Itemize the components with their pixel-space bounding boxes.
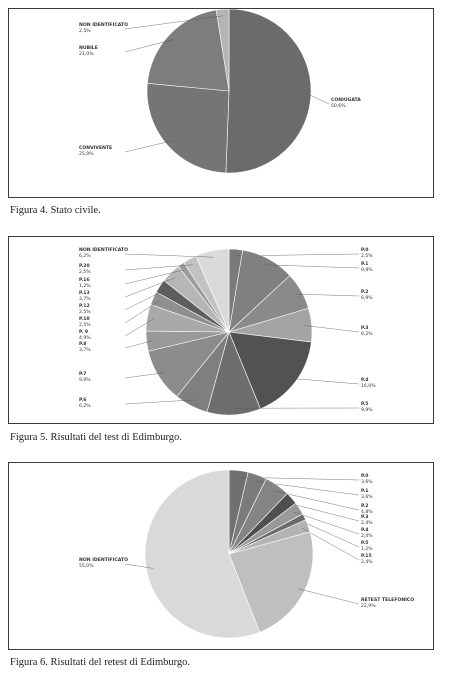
slice-label-p-20: P.20	[79, 264, 90, 269]
figure-4-frame	[8, 8, 434, 198]
pie-slice-convivente	[147, 83, 229, 173]
slice-label-non-identificato: NON IDENTIFICATO	[79, 23, 128, 28]
figure-4-pie-chart	[9, 9, 433, 197]
slice-value-p-15: 2,4%	[361, 560, 373, 565]
slice-value-convivente: 25,9%	[79, 152, 94, 157]
slice-label-p-1: P.1	[361, 489, 369, 494]
slice-label-non-identificato: NON IDENTIFICATO	[79, 248, 128, 253]
slice-value-p-1: 3,6%	[361, 495, 373, 500]
slice-label-p-3: P.3	[361, 326, 369, 331]
leader-line-p-2	[295, 294, 359, 296]
slice-value-p-7: 9,9%	[79, 378, 91, 383]
slice-label-coniugata: CONIUGATA	[331, 98, 361, 103]
leader-line-p-3	[305, 326, 359, 333]
slice-label-p-6: P.6	[79, 398, 87, 403]
slice-label-nubile: NUBILE	[79, 46, 98, 51]
figure-5-pie-chart	[9, 237, 433, 423]
slice-value-non-identificato: 55,0%	[79, 564, 94, 569]
slice-label-p-1: P.1	[361, 262, 369, 267]
slice-label-non-identificato: NON IDENTIFICATO	[79, 558, 128, 563]
slice-value-retest-telefonico: 22,9%	[361, 604, 376, 609]
figure-6-caption: Figura 6. Risultati del retest di Edimburgo.	[10, 657, 191, 668]
slice-value-p-6: 6,2%	[79, 404, 91, 409]
slice-value-p-10: 2,5%	[79, 323, 91, 328]
slice-value-p-16: 1,2%	[79, 284, 91, 289]
pie-slice-nubile	[147, 10, 229, 91]
slice-label-p-15: P.15	[361, 554, 372, 559]
slice-label-p-5: P.5	[361, 402, 369, 407]
slice-value-nubile: 21,0%	[79, 52, 94, 57]
pie-slice-coniugata	[226, 9, 311, 173]
slice-label-p-10: P.10	[79, 317, 90, 322]
slice-label-p-0: P.0	[361, 248, 369, 253]
slice-label-p-3: P.3	[361, 515, 369, 520]
slice-label-retest-telefonico: RETEST TELEFONICO	[361, 598, 415, 603]
leader-line-retest-telefonico	[298, 589, 359, 604]
slice-value-non-identificato: 6,2%	[79, 254, 91, 259]
figure-4-caption: Figura 4. Stato civile.	[10, 205, 101, 216]
slice-value-p-1: 9,9%	[361, 268, 373, 273]
slice-value-p-8: 3,7%	[79, 348, 91, 353]
slice-label-p-4: P.4	[361, 528, 369, 533]
slice-value-p-4: 16,0%	[361, 384, 376, 389]
leader-line-p-6	[125, 400, 194, 404]
figure-5-frame	[8, 236, 434, 424]
leader-line-p-4	[290, 378, 359, 384]
slice-value-p-5: 9,9%	[361, 408, 373, 413]
slice-value-p-0: 2,5%	[361, 254, 373, 259]
slice-label-p-8: P.8	[79, 342, 87, 347]
slice-label-p-4: P.4	[361, 378, 369, 383]
slice-label-p-9: P. 9	[79, 330, 89, 335]
slice-value-p-9: 4,9%	[79, 336, 91, 341]
slice-label-p-13: P.13	[79, 291, 90, 296]
slice-value-p-5: 1,2%	[361, 547, 373, 552]
slice-value-p-3: 6,2%	[361, 332, 373, 337]
slice-label-p-12: P.12	[79, 304, 90, 309]
slice-value-p-2: 4,8%	[361, 510, 373, 515]
figure-5-caption: Figura 5. Risultati del test di Edimburgo.	[10, 432, 182, 443]
slice-label-p-2: P.2	[361, 504, 369, 509]
slice-value-p-4: 2,4%	[361, 534, 373, 539]
slice-value-p-13: 3,7%	[79, 297, 91, 302]
slice-value-p-3: 2,4%	[361, 521, 373, 526]
slice-value-p-12: 2,5%	[79, 310, 91, 315]
slice-label-p-7: P.7	[79, 372, 87, 377]
slice-value-coniugata: 50,6%	[331, 104, 346, 109]
slice-value-non-identificato: 2,5%	[79, 29, 91, 34]
slice-value-p-2: 6,9%	[361, 296, 373, 301]
figure-6-pie-chart	[9, 463, 433, 649]
slice-value-p-20: 2,5%	[79, 270, 91, 275]
slice-label-p-0: P.0	[361, 474, 369, 479]
leader-line-convivente	[125, 141, 172, 152]
slice-value-p-0: 3,6%	[361, 480, 373, 485]
slice-label-convivente: CONVIVENTE	[79, 146, 113, 151]
slice-label-p-5: P.5	[361, 541, 369, 546]
slice-label-p-2: P.2	[361, 290, 369, 295]
slice-label-p-16: P.16	[79, 278, 90, 283]
figure-6-frame	[8, 462, 434, 650]
